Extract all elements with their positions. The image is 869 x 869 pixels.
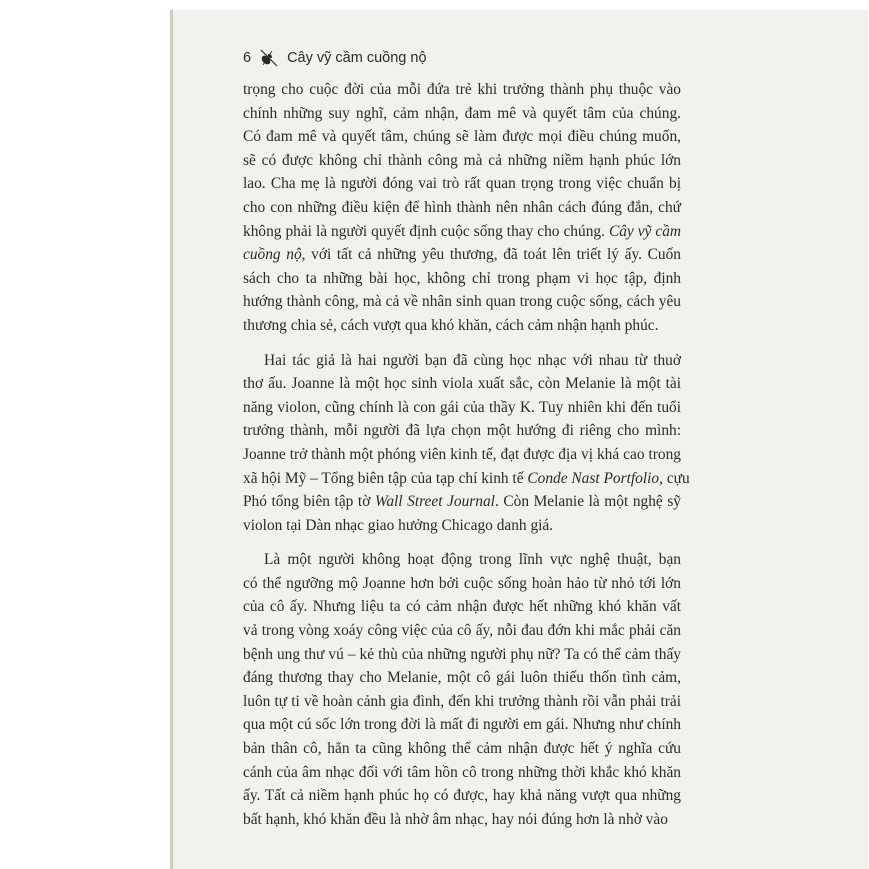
text-run: sách cho ta những bài học, không chỉ trong phạm vi học tập, định [243, 269, 681, 287]
paragraph [243, 548, 681, 831]
text-line [243, 78, 681, 102]
text-run: , cựu [659, 469, 690, 487]
text-run: lao. Cha mẹ là người đóng vai trò rất quan trọng trong việc chuẩn bị [243, 175, 681, 193]
text-run: cánh của âm nhạc đối với tâm hồn cô trong những thời khắc khó khăn [243, 763, 681, 781]
violin-icon [259, 48, 279, 68]
text-run: có thể ngưỡng mộ Joanne hơn bởi cuộc sống hoàn hảo từ nhỏ tới lớn [243, 574, 681, 592]
text-line [243, 784, 681, 808]
page-spine-shadow [170, 10, 173, 869]
paragraph [243, 78, 681, 338]
text-run: thương chia sẻ, cách vượt qua khó khăn, cách cảm nhận hạnh phúc. [243, 316, 659, 334]
text-run: xã hội Mỹ – Tổng biên tập của tạp chí kinh tế [243, 469, 528, 487]
text-run: . Còn Melanie là một nghệ sỹ [494, 493, 682, 511]
text-line [243, 761, 681, 785]
text-line [243, 125, 681, 149]
book-title: Cây vỹ cầm cuồng nộ [287, 50, 427, 66]
text-run: luôn tự ti về hoàn cảnh gia đình, đến khi trưởng thành rồi vẫn phải trải [243, 692, 681, 710]
text-run: năng violon, cũng chính là con gái của thầy K. Tuy nhiên khi đến tuổi [243, 398, 681, 416]
text-run: bệnh ung thư vú – kẻ thù của những người phụ nữ? Ta có thể cảm thấy [243, 645, 681, 663]
text-line [243, 808, 681, 832]
text-line [243, 290, 681, 314]
text-run: Phó tổng biên tập tờ [243, 493, 375, 511]
text-run: violon tại Dàn nhạc giao hưởng Chicago danh giá. [243, 516, 554, 534]
text-line [243, 220, 681, 244]
text-line [243, 372, 681, 396]
text-run: ấy. Tất cả niềm hạnh phúc họ có được, hay khả năng vượt qua những [243, 787, 681, 805]
text-run: sẽ có được không chỉ thành công mà cả những niềm hạnh phúc lớn [243, 151, 681, 169]
text-run: cho con những điều kiện để hình thành nên nhân cách đúng đắn, chứ [243, 198, 681, 216]
page-number: 6 [243, 50, 252, 66]
text-run: bản thân cô, hẳn ta cũng không thể cảm nhận được hết ý nghĩa cứu [243, 740, 681, 758]
text-line [243, 572, 681, 596]
text-run: thơ ấu. Joanne là một học sinh viola xuất sắc, còn Melanie là một tài [243, 375, 681, 393]
text-run: bất hạnh, khó khăn đều là nhờ âm nhạc, hay nói đúng hơn là nhờ vào [243, 810, 668, 828]
text-line [243, 595, 681, 619]
text-line [243, 102, 681, 126]
text-run: , với tất cả những yêu thương, đã toát lên triết lý ấy. Cuốn [301, 246, 681, 264]
text-line [243, 243, 681, 267]
italic-title: Wall Street Journal [374, 493, 495, 511]
text-line [243, 267, 681, 291]
text-run: Hai tác giả là hai người bạn đã cùng học nhạc với nhau từ thuở [264, 351, 681, 369]
text-line [243, 467, 690, 491]
text-line [243, 690, 681, 714]
text-run: chính những suy nghĩ, cảm nhận, đam mê và quyết tâm của chúng. [243, 104, 681, 122]
text-run: hướng thành công, mà cả về nhân sinh quan trong cuộc sống, cách yêu [243, 293, 681, 311]
text-line [243, 737, 681, 761]
italic-title: Conde Nast Portfolio [527, 469, 660, 487]
text-line [243, 196, 681, 220]
text-line [243, 666, 681, 690]
text-run: Có đam mê và quyết tâm, chúng sẽ làm được mọi điều chúng muốn, [243, 128, 681, 146]
text-run: vả trong vòng xoáy công việc của cô ấy, nỗi đau đớn khi mắc phải căn [243, 622, 681, 640]
text-line [243, 419, 681, 443]
text-run: của cô ấy. Nhưng liệu ta có cảm nhận được hết những khó khăn vất [243, 598, 681, 616]
italic-title: Cây vỹ cầm [608, 222, 682, 240]
text-line [243, 713, 681, 737]
text-run: Joanne trở thành một phóng viên kinh tế, đạt được địa vị khá cao trong [243, 445, 681, 463]
text-line [243, 548, 681, 572]
running-header [243, 46, 427, 70]
body-text [243, 78, 690, 831]
text-run: đáng thương thay cho Melanie, một cô gái luôn thiếu thốn tình cảm, [243, 669, 681, 687]
paragraph-gap [243, 338, 681, 349]
text-run: Là một người không hoạt động trong lĩnh vực nghệ thuật, bạn [264, 551, 681, 569]
text-run: trọng cho cuộc đời của mỗi đứa trẻ khi trưởng thành phụ thuộc vào [243, 81, 681, 98]
paragraph [243, 349, 690, 538]
paragraph-gap [243, 537, 681, 548]
text-line [243, 490, 681, 514]
text-line [243, 149, 681, 173]
text-line [243, 172, 681, 196]
text-line [243, 514, 681, 538]
text-line [243, 396, 681, 420]
text-line [243, 349, 681, 373]
text-run: qua một cú sốc lớn trong đời là mất đi người em gái. Nhưng như chính [243, 716, 681, 734]
text-run: trưởng thành, mỗi người đã lựa chọn một hướng đi riêng cho mình: [243, 422, 681, 440]
text-line [243, 314, 681, 338]
text-line [243, 619, 681, 643]
text-line [243, 643, 681, 667]
text-run: không phải là người quyết định cuộc sống thay cho chúng. [243, 222, 609, 240]
italic-title: cuồng nộ [243, 246, 302, 264]
text-line [243, 443, 681, 467]
